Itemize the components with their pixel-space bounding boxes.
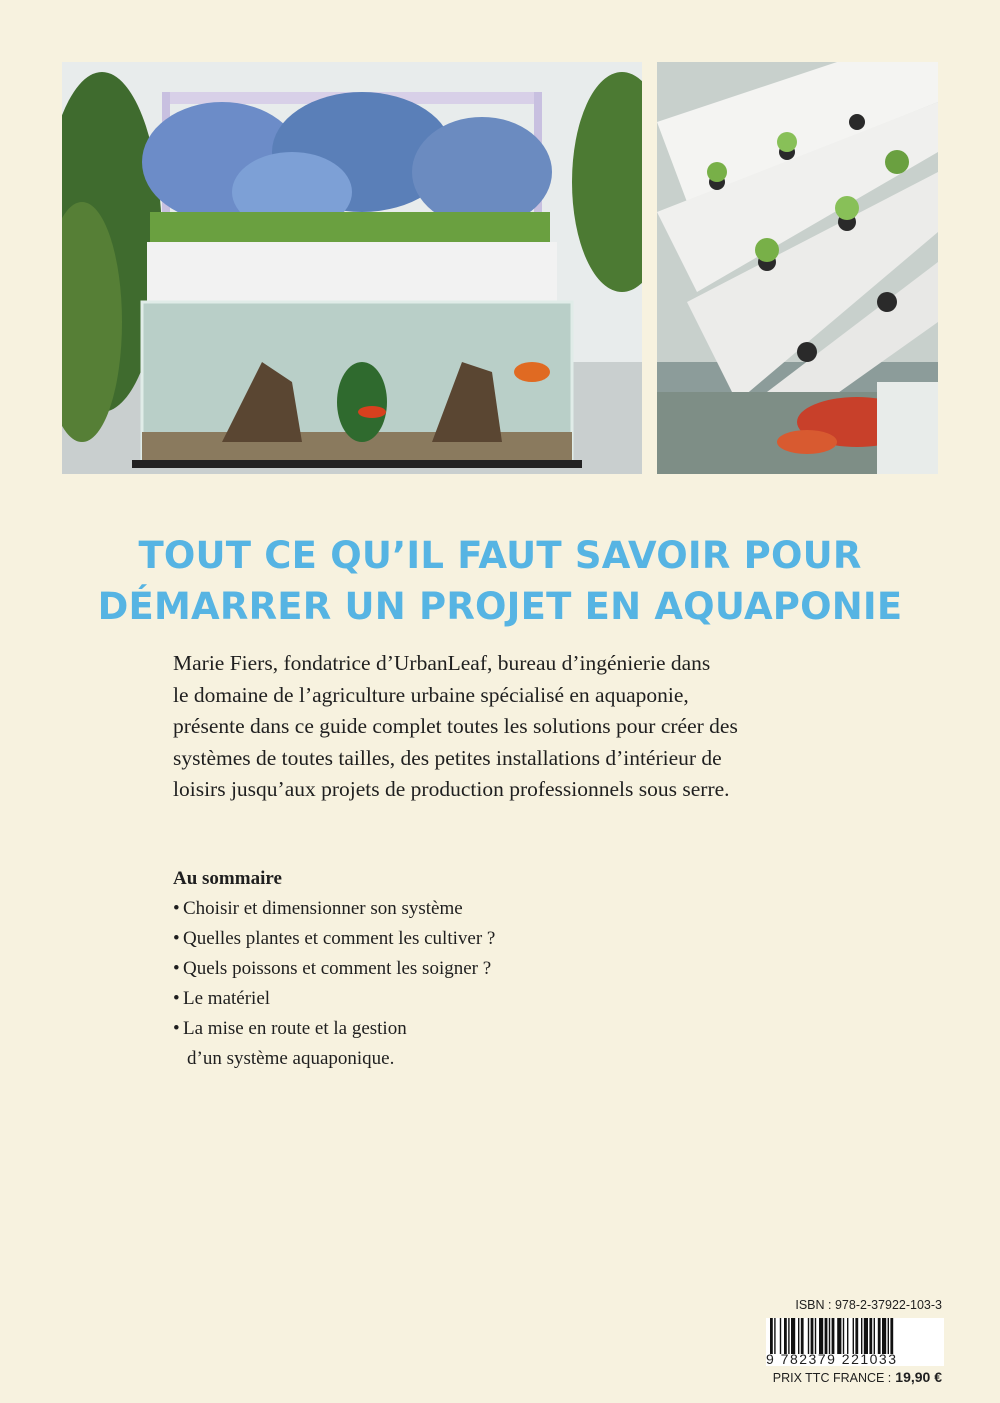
barcode-bar — [832, 1318, 835, 1354]
barcode-bar — [847, 1318, 848, 1354]
barcode-bar — [774, 1318, 775, 1354]
toc-item-label: Le matériel — [183, 988, 271, 1009]
intro-line: loisirs jusqu’aux projets de production professionnels sous serre. — [173, 777, 730, 801]
price-value: 19,90 € — [895, 1369, 942, 1385]
barcode-bar — [878, 1318, 881, 1354]
toc-item-label: Quelles plantes et comment les cultiver ? — [183, 928, 496, 949]
intro-paragraph — [173, 648, 893, 806]
barcode-bar — [770, 1318, 773, 1354]
table-of-contents — [173, 864, 673, 1074]
bullet-icon: • — [173, 1018, 180, 1039]
toc-list — [173, 894, 673, 1074]
barcode-bar — [861, 1318, 862, 1354]
barcode-bar — [888, 1318, 889, 1354]
barcode-bar — [808, 1318, 809, 1354]
barcode-bar — [788, 1318, 789, 1354]
barcode-bar — [784, 1318, 787, 1354]
barcode-bar — [811, 1318, 814, 1354]
barcode-bar — [843, 1318, 844, 1354]
headline — [0, 530, 1000, 632]
isbn-label: ISBN : 978-2-37922-103-3 — [795, 1298, 942, 1312]
toc-item — [173, 924, 673, 954]
barcode-digits: 9 782379 221033 — [766, 1351, 898, 1367]
price-label: PRIX TTC FRANCE : — [772, 1371, 892, 1385]
bullet-icon: • — [173, 898, 180, 919]
price-line — [766, 1369, 942, 1385]
barcode-bar — [869, 1318, 872, 1354]
intro-line: Marie Fiers, fondatrice d’UrbanLeaf, bureau d’ingénierie dans — [173, 651, 711, 675]
toc-item-label: Choisir et dimensionner son système — [183, 898, 463, 919]
barcode-bar — [837, 1318, 841, 1354]
barcode-bar — [853, 1318, 854, 1354]
toc-item-label: Quels poissons et comment les soigner ? — [183, 958, 492, 979]
toc-title: Au sommaire — [173, 868, 282, 889]
bullet-icon: • — [173, 928, 180, 949]
toc-item — [173, 984, 673, 1014]
barcode-bar — [874, 1318, 875, 1354]
barcode-bar — [825, 1318, 828, 1354]
toc-item — [173, 1014, 673, 1074]
toc-item — [173, 894, 673, 924]
hydroponic-channels-photo — [657, 62, 938, 474]
barcode-bar — [882, 1318, 886, 1354]
barcode-bar — [855, 1318, 858, 1354]
intro-line: présente dans ce guide complet toutes les solutions pour créer des — [173, 714, 738, 738]
barcode-bar — [801, 1318, 804, 1354]
barcode-bar — [890, 1318, 893, 1354]
bullet-icon: • — [173, 988, 180, 1009]
barcode-bar — [815, 1318, 816, 1354]
toc-item-continuation: d’un système aquaponique. — [187, 1048, 395, 1069]
toc-item-label: La mise en route et la gestion — [183, 1018, 407, 1039]
aquaponics-aquarium-photo — [62, 62, 642, 474]
barcode-bar — [829, 1318, 830, 1354]
barcode-bar — [864, 1318, 868, 1354]
barcode-bar — [798, 1318, 799, 1354]
barcode-bar — [819, 1318, 823, 1354]
intro-line: systèmes de toutes tailles, des petites installations d’intérieur de — [173, 745, 722, 770]
barcode-bar — [791, 1318, 795, 1354]
bullet-icon: • — [173, 958, 180, 979]
headline-line-1: TOUT CE QU’IL FAUT SAVOIR POUR — [138, 534, 862, 577]
barcode-bar — [780, 1318, 781, 1354]
headline-line-2: DÉMARRER UN PROJET EN AQUAPONIE — [97, 585, 903, 628]
intro-line: le domaine de l’agriculture urbaine spécialisé en aquaponie, — [173, 682, 689, 707]
toc-item — [173, 954, 673, 984]
